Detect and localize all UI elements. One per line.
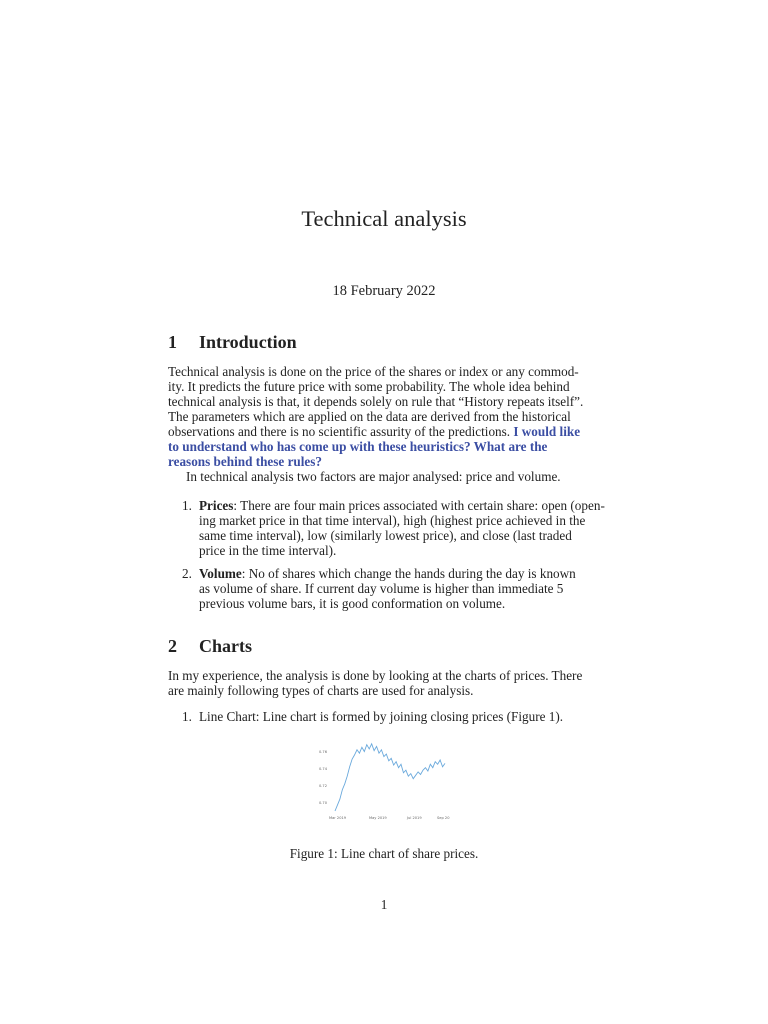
- list-item: [182, 709, 618, 724]
- price-volume-list: [182, 498, 618, 611]
- y-tick-label: 0.72: [319, 784, 328, 788]
- page-number: 1: [380, 897, 388, 912]
- y-tick-label: 0.70: [319, 801, 328, 805]
- highlighted-question: reasons behind these rules?: [168, 454, 322, 469]
- section-number: 1: [168, 332, 177, 352]
- section-title: Introduction: [199, 332, 297, 352]
- x-tick-label: Jul 2019: [407, 816, 422, 820]
- list-item: [182, 498, 618, 558]
- section-heading-introduction: [168, 332, 600, 353]
- intro-paragraph: [168, 364, 600, 484]
- text-line: The parameters which are applied on the data are derived from the historical: [168, 409, 571, 424]
- x-tick-label: Mar 2019: [329, 816, 347, 820]
- text-line: [168, 424, 600, 439]
- figure-caption: Figure 1: Line chart of share prices.: [289, 846, 479, 861]
- text-line: Technical analysis is done on the price of the shares or index or any commod-: [168, 364, 579, 379]
- y-tick-label: 0.76: [319, 750, 328, 754]
- x-tick-label: Sep 20: [437, 816, 450, 820]
- section-title: Charts: [199, 636, 252, 656]
- chart-types-list: [182, 709, 618, 724]
- line-chart-figure: [315, 737, 453, 823]
- text-line: are mainly following types of charts are used for analysis.: [168, 683, 474, 698]
- highlighted-question: to understand who has come up with these heuristics? What are the: [168, 439, 548, 454]
- list-item: [182, 566, 618, 611]
- term: Volume: [199, 566, 242, 581]
- price-series-line: [335, 744, 445, 811]
- text-line: as volume of share. If current day volume is higher than immediate 5: [199, 581, 564, 596]
- text-line: previous volume bars, it is good conformation on volume.: [199, 596, 506, 611]
- list-marker: 2.: [182, 566, 192, 581]
- text-line: ity. It predicts the future price with some probability. The whole idea behind: [168, 379, 570, 394]
- text-segment: : There are four main prices associated with certain share: open (open-: [233, 498, 605, 513]
- list-marker: 1.: [182, 498, 192, 513]
- text-segment: observations and there is no scientific assurity of the predictions.: [168, 424, 511, 439]
- document-date: 18 February 2022: [332, 283, 436, 299]
- y-tick-label: 0.74: [319, 767, 328, 771]
- section-heading-charts: [168, 636, 600, 657]
- section-number: 2: [168, 636, 177, 656]
- document-title: Technical analysis: [301, 206, 467, 231]
- text-line: In technical analysis two factors are major analysed: price and volume.: [186, 469, 561, 484]
- text-line: technical analysis is that, it depends solely on rule that “History repeats itself”.: [168, 394, 584, 409]
- text-line: same time interval), low (similarly lowest price), and close (last traded: [199, 528, 572, 543]
- list-marker: 1.: [182, 709, 192, 724]
- term: Prices: [199, 498, 234, 513]
- line-chart: [315, 737, 453, 823]
- highlighted-question: I would like: [513, 424, 581, 439]
- charts-paragraph: [168, 668, 600, 698]
- text-line: ing market price in that time interval), high (highest price achieved in the: [199, 513, 586, 528]
- text-line: Line Chart: Line chart is formed by joining closing prices (Figure 1).: [199, 709, 564, 724]
- text-line: price in the time interval).: [199, 543, 337, 558]
- text-segment: : No of shares which change the hands during the day is known: [241, 566, 576, 581]
- x-tick-label: May 2019: [369, 816, 387, 820]
- text-line: In my experience, the analysis is done by looking at the charts of prices. There: [168, 668, 583, 683]
